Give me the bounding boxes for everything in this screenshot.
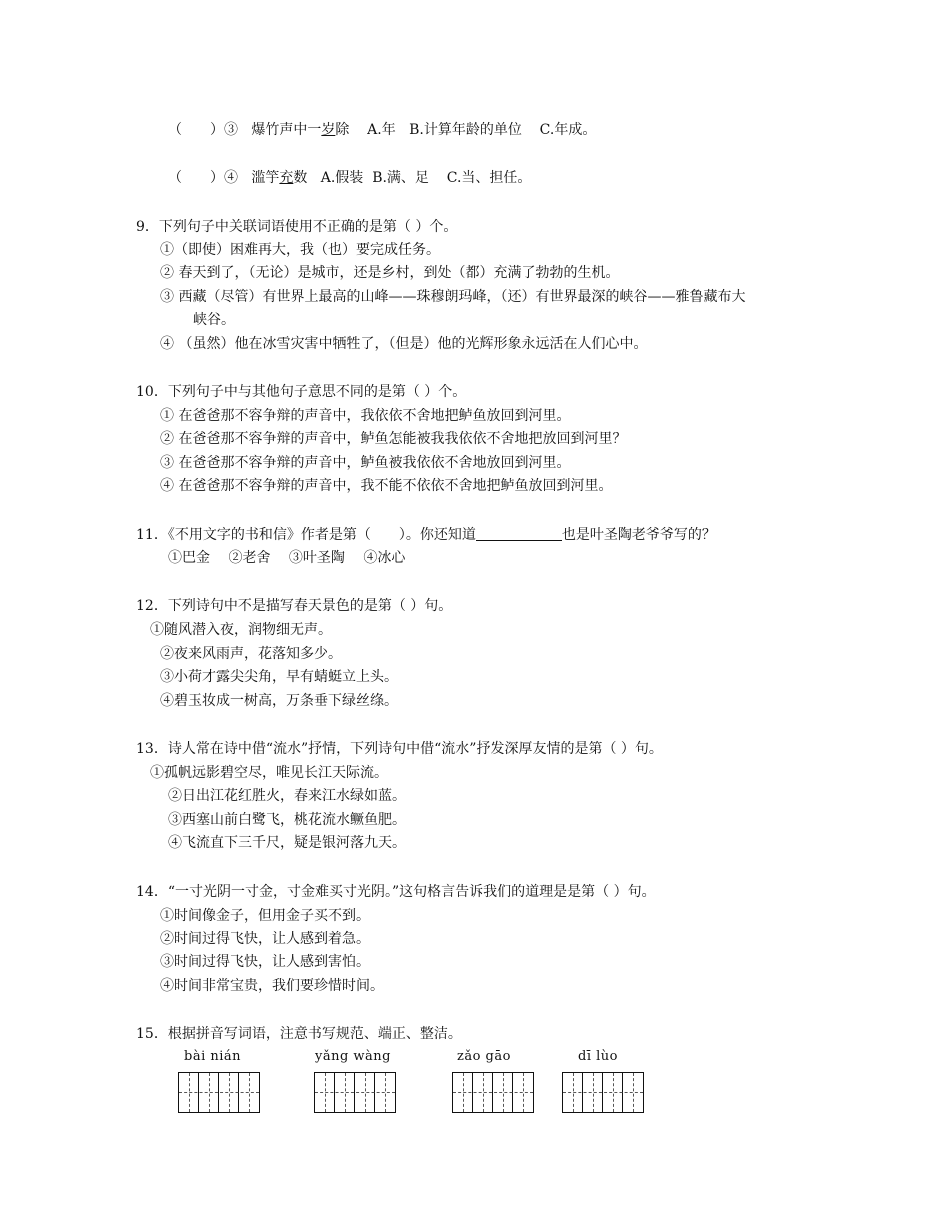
q12-item-4: ④碧玉妆成一树高，万条垂下绿丝绦。 [160,693,398,709]
grid-guide-line [179,1092,259,1093]
q8-opt4-underlined: 充 [279,170,294,186]
q14-item-2: ②时间过得飞快，让人感到着急。 [160,931,370,947]
grid-guide-line [385,1073,386,1112]
writing-grid-2[interactable] [314,1072,396,1113]
q9-item-1: ①（即使）困难再大，我（也）要完成任务。 [160,242,440,258]
q10-stem: 10．下列句子中与其他句子意思不同的是第（ ）个。 [136,384,467,400]
q9-item-3: ③ 西藏（尽管）有世界上最高的山峰——珠穆朗玛峰，（还）有世界最深的峡谷——雅鲁藏布大 [160,289,746,305]
grid-guide-line [365,1073,366,1112]
writing-grid-4[interactable] [562,1072,644,1113]
q15-stem: 15．根据拼音写词语，注意书写规范、端正、整洁。 [136,1026,462,1042]
grid-guide-line [345,1073,346,1112]
q10-item-2: ② 在爸爸那不容争辩的声音中，鲈鱼怎能被我我依依不舍地把放回到河里？ [160,431,627,447]
q11-options: ①巴金 ②老舍 ③叶圣陶 ④冰心 [168,550,406,566]
q15-pinyin-2: yǎng wàng [315,1049,391,1064]
q9-item-4: ④ （虽然）他在冰雪灾害中牺牲了，（但是）他的光辉形象永远活在人们心中。 [160,336,648,352]
q11-stem-a: 11．《不用文字的书和信》作者是第（ ）。你还知道 [136,527,476,543]
q13-item-4: ④飞流直下三千尺，疑是银河落九天。 [168,835,406,851]
q8-opt4-paren: （ ）④ [168,170,238,186]
q8-opt3-c: C.年成。 [539,122,597,138]
q11-stem-b: 也是叶圣陶老爷爷写的？ [561,527,716,543]
grid-guide-line [229,1073,230,1112]
q10-item-4: ④ 在爸爸那不容争辩的声音中，我不能不依依不舍地把鲈鱼放回到河里。 [160,478,613,494]
q11-stem [136,526,716,544]
q15-pinyin-4: dī lùo [578,1049,618,1064]
q8-opt4-a: A.假装 [320,170,364,186]
q13-stem: 13．诗人常在诗中借“流水”抒情，下列诗句中借“流水”抒发深厚友情的是第（ ）句。 [136,741,663,757]
q8-opt4-b: B.满、足 [372,170,429,186]
q9-stem: 9．下列句子中关联词语使用不正确的是第（ ）个。 [136,219,458,235]
grid-guide-line [593,1073,594,1112]
grid-guide-line [613,1073,614,1112]
q12-item-2: ②夜来风雨声，花落知多少。 [160,646,342,662]
q14-item-1: ①时间像金子，但用金子买不到。 [160,908,370,924]
q12-stem: 12．下列诗句中不是描写春天景色的是第（ ）句。 [136,598,453,614]
q9-item-3-cont: 峡谷。 [193,312,235,328]
grid-guide-line [483,1073,484,1112]
q8-opt3-b: B.计算年龄的单位 [409,122,522,138]
grid-guide-line [573,1073,574,1112]
q8-option-4 [168,169,531,187]
q8-opt4-c: C.当、担任。 [446,170,532,186]
grid-guide-line [563,1092,643,1093]
q15-pinyin-1: bài nián [184,1049,242,1064]
grid-guide-line [453,1092,533,1093]
grid-guide-line [325,1073,326,1112]
q8-option-3 [168,121,596,139]
q12-item-1: ①随风潜入夜，润物细无声。 [150,622,332,638]
q8-opt3-post: 除 [335,122,350,138]
q11-answer-blank[interactable] [476,526,562,541]
grid-guide-line [209,1073,210,1112]
q8-opt3-underlined: 岁 [321,122,336,138]
q12-item-3: ③小荷才露尖尖角，早有蜻蜓立上头。 [160,669,398,685]
grid-guide-line [503,1073,504,1112]
q15-pinyin-3: zǎo gāo [457,1049,511,1064]
q8-opt3-a: A.年 [367,122,396,138]
q13-item-1: ①孤帆远影碧空尽，唯见长江天际流。 [150,765,388,781]
q14-item-3: ③时间过得飞快，让人感到害怕。 [160,954,370,970]
grid-guide-line [633,1073,634,1112]
q14-item-4: ④时间非常宝贵，我们要珍惜时间。 [160,978,384,994]
grid-guide-line [315,1092,395,1093]
q14-stem: 14．“一寸光阴一寸金，寸金难买寸光阴。”这句格言告诉我们的道理是是第（ ）句。 [136,884,656,900]
q8-opt3-paren: （ ）③ [168,122,238,138]
writing-grid-1[interactable] [178,1072,260,1113]
grid-guide-line [189,1073,190,1112]
q9-item-2: ② 春天到了，（无论）是城市，还是乡村，到处（都）充满了勃勃的生机。 [160,265,620,281]
q13-item-3: ③西塞山前白鹭飞，桃花流水鳜鱼肥。 [168,812,406,828]
q8-opt3-pre: 爆竹声中一 [251,122,322,138]
q8-opt4-post: 数 [293,170,308,186]
q10-item-3: ③ 在爸爸那不容争辩的声音中，鲈鱼被我依依不舍地放回到河里。 [160,455,571,471]
q13-item-2: ②日出江花红胜火，春来江水绿如蓝。 [168,788,406,804]
q8-opt4-pre: 滥竽 [251,170,280,186]
grid-guide-line [523,1073,524,1112]
grid-guide-line [463,1073,464,1112]
grid-guide-line [249,1073,250,1112]
q10-item-1: ① 在爸爸那不容争辩的声音中，我依依不舍地把鲈鱼放回到河里。 [160,408,571,424]
writing-grid-3[interactable] [452,1072,534,1113]
